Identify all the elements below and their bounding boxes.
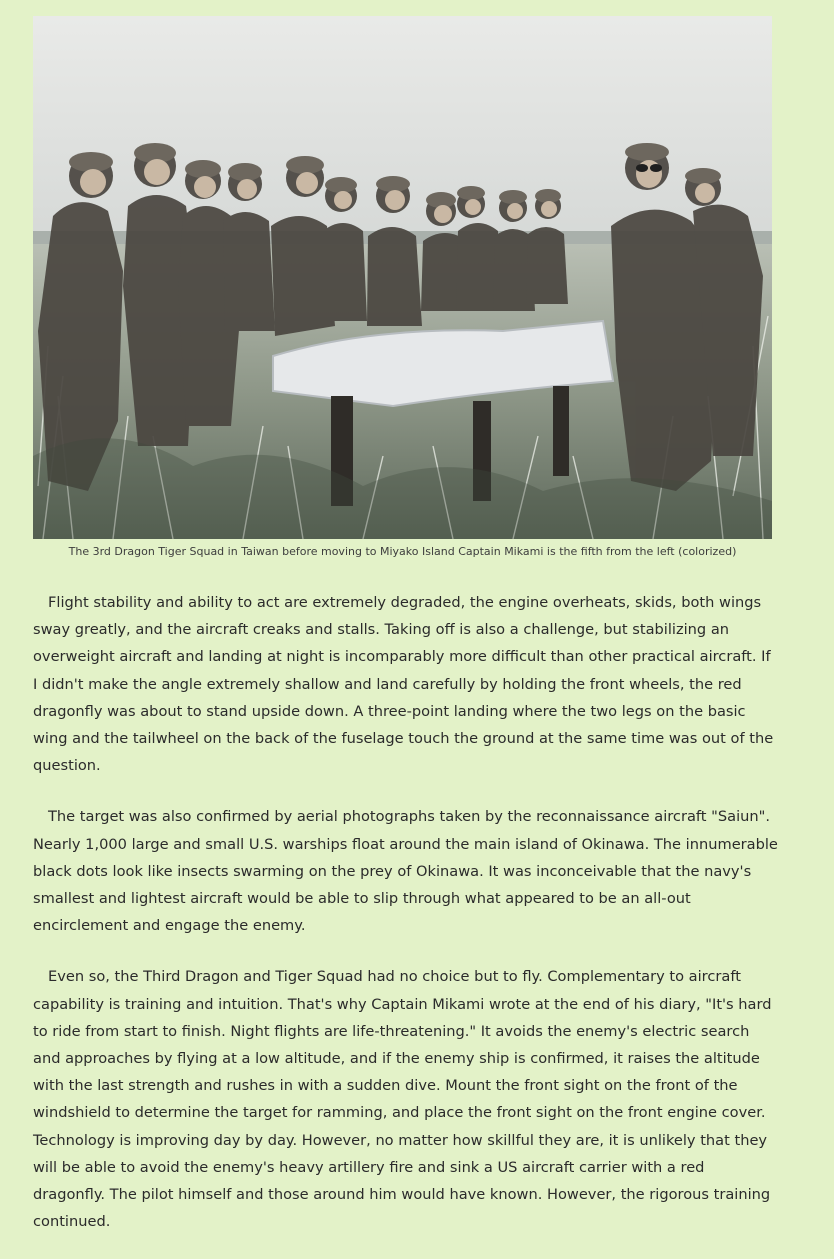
paragraph: Flight stability and ability to act are extremely degraded, the engine overheats, skids, both wings sway greatly, and the aircraft creaks and stalls. Taking off is also a challenge, but stabilizing an overweight aircraft and landing at night is incomparably more difficult than other practical aircraft. If I didn't make the angle extremely shallow and land carefully by holding the front wheels, the red dragonfly was about to stand upside down. A three-point landing where the two legs on the basic wing and the tailwheel on the back of the fuselage touch the ground at the same time was out of the question. — [33, 594, 774, 775]
photo-caption: The 3rd Dragon Tiger Squad in Taiwan before moving to Miyako Island Captain Mikami is the fifth from the left (colorized) — [68, 545, 737, 558]
paragraph: The target was also confirmed by aerial photographs taken by the reconnaissance aircraft "Saiun". Nearly 1,000 large and small U.S. warships float around the main island of Okinawa. The innumerable black dots look like insects swarming on the prey of Okinawa. It was inconceivable that the navy's smallest and lightest aircraft would be able to slip through what appeared to be an all-out encirclement and engage the enemy. — [33, 808, 778, 935]
article-body — [33, 589, 778, 1259]
paragraph: Even so, the Third Dragon and Tiger Squad had no choice but to fly. Complementary to aircraft capability is training and intuition. That's why Captain Mikami wrote at the end of his diary, "It's hard to ride from start to finish. Night flights are life-threatening." It avoids the enemy's electric search and approaches by flying at a low altitude, and if the enemy ship is confirmed, it raises the altitude with the last strength and rushes in with a sudden dive. Mount the front sight on the front of the windshield to determine the target for ramming, and place the front sight on the front engine cover. Technology is improving day by day. However, no matter how skillful they are, it is unlikely that they will be able to avoid the enemy's heavy artillery fire and sink a US aircraft carrier with a red dragonfly. The pilot himself and those around him would have known. However, the rigorous training continued. — [33, 968, 772, 1231]
squad-photo — [33, 16, 772, 539]
squad-photo-illustration — [33, 16, 772, 539]
